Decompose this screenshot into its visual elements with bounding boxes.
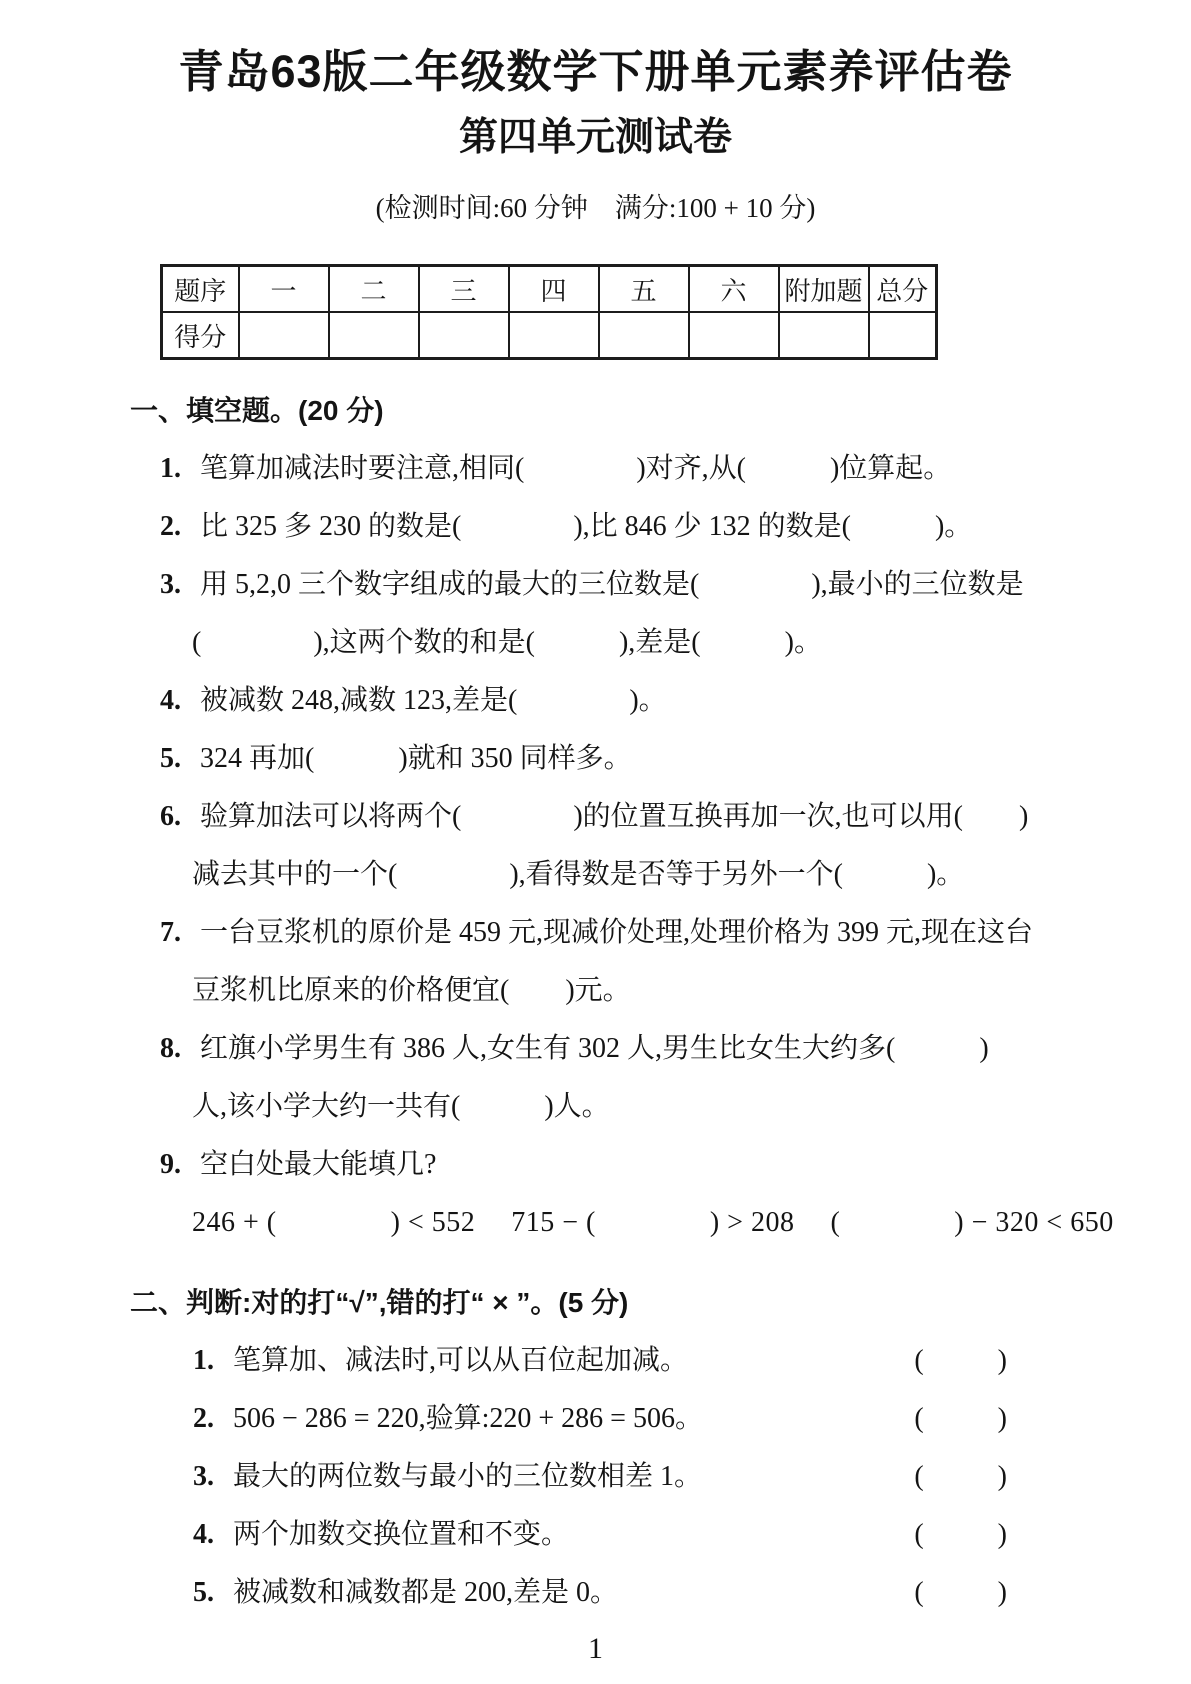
- item-text: 空白处最大能填几?: [200, 1149, 437, 1180]
- score-row-label: 得分: [162, 312, 239, 359]
- score-table-header-cell: 题序: [162, 266, 239, 313]
- item-line: [193, 1564, 618, 1622]
- score-table-header-row: [162, 266, 937, 313]
- item-text: 减去其中的一个( ),看得数是否等于另外一个( )。: [192, 859, 965, 890]
- score-table-header-cell: 二: [329, 266, 419, 313]
- item-text: 豆浆机比原来的价格便宜( )元。: [192, 975, 631, 1006]
- item-line-continuation: [160, 962, 1061, 1020]
- fill-blank-item-1: [160, 440, 1061, 498]
- section-two-heading: 二、判断:对的打“√”,错的打“ × ”。(5 分): [130, 1287, 629, 1318]
- item-number: 8.: [160, 1033, 181, 1064]
- score-table-score-row: [162, 312, 937, 359]
- score-table-header-cell: 六: [689, 266, 779, 313]
- section-one-heading: 一、填空题。(20 分): [130, 395, 384, 426]
- item-line: [160, 1136, 1061, 1194]
- item-line-continuation: [160, 1078, 1061, 1136]
- fill-blank-item-5: [160, 730, 1061, 788]
- section-one-items: [160, 440, 1114, 1252]
- fill-blank-item-4: [160, 672, 1061, 730]
- item-line: [193, 1332, 688, 1390]
- item-number: 4.: [193, 1519, 214, 1550]
- item-text: 一台豆浆机的原价是 459 元,现减价处理,处理价格为 399 元,现在这台: [200, 917, 1034, 948]
- item-text: 用 5,2,0 三个数字组成的最大的三位数是( ),最小的三位数是: [200, 569, 1024, 600]
- score-table-header-cell: 四: [509, 266, 599, 313]
- page-title: 青岛63版二年级数学下册单元素养评估卷: [178, 46, 1013, 97]
- item-text: 红旗小学男生有 386 人,女生有 302 人,男生比女生大约多( ): [200, 1033, 989, 1064]
- answer-blank: ( ): [914, 1519, 1013, 1550]
- score-empty-cell: [599, 312, 689, 359]
- item-line: [160, 788, 1061, 846]
- item-number: 9.: [160, 1149, 181, 1180]
- score-empty-cell: [329, 312, 419, 359]
- item-number: 3.: [160, 569, 181, 600]
- item-line: [160, 904, 1061, 962]
- item-text: 比 325 多 230 的数是( ),比 846 少 132 的数是( )。: [200, 511, 973, 542]
- score-table-header-cell: 三: [419, 266, 509, 313]
- exam-info-line: (检测时间:60 分钟 满分:100 + 10 分): [375, 193, 816, 223]
- score-table-header-cell: 五: [599, 266, 689, 313]
- item-text: 两个加数交换位置和不变。: [233, 1519, 570, 1550]
- item-number: 4.: [160, 685, 181, 716]
- section-two-items: [193, 1332, 1061, 1622]
- item-number: 5.: [193, 1577, 214, 1608]
- item-text: 506 − 286 = 220,验算:220 + 286 = 506。: [233, 1403, 703, 1434]
- fill-blank-item-8: [160, 1020, 1061, 1136]
- item-number: 7.: [160, 917, 181, 948]
- item-line: [160, 730, 1061, 788]
- item-number: 2.: [193, 1403, 214, 1434]
- page-subtitle: 第四单元测试卷: [458, 116, 732, 159]
- item-text: 被减数和减数都是 200,差是 0。: [233, 1577, 619, 1608]
- answer-blank: ( ): [914, 1403, 1013, 1434]
- item-text: 最大的两位数与最小的三位数相差 1。: [233, 1461, 703, 1492]
- score-table-header-cell: 总分: [869, 266, 937, 313]
- item-line: [160, 672, 1061, 730]
- fill-blank-item-7: [160, 904, 1061, 1020]
- item-number: 6.: [160, 801, 181, 832]
- score-table-header-cell: 附加题: [779, 266, 869, 313]
- item-line: [193, 1506, 569, 1564]
- item-number: 5.: [160, 743, 181, 774]
- item-equations-line: [160, 1194, 1114, 1252]
- score-empty-cell: [239, 312, 329, 359]
- item-text: 被减数 248,减数 123,差是( )。: [200, 685, 667, 716]
- item-number: 1.: [193, 1345, 214, 1376]
- score-empty-cell: [689, 312, 779, 359]
- score-table: [160, 264, 938, 360]
- score-empty-cell: [509, 312, 599, 359]
- fill-blank-item-6: [160, 788, 1061, 904]
- score-empty-cell: [419, 312, 509, 359]
- judgement-item-1: [193, 1332, 1061, 1390]
- score-table-header-cell: 一: [239, 266, 329, 313]
- judgement-item-4: [193, 1506, 1061, 1564]
- item-line: [160, 498, 1061, 556]
- item-line-continuation: [160, 846, 1061, 904]
- score-empty-cell: [779, 312, 869, 359]
- answer-blank: ( ): [914, 1577, 1013, 1608]
- item-line: [160, 556, 1061, 614]
- item-line: [160, 1020, 1061, 1078]
- item-text: 324 再加( )就和 350 同样多。: [200, 743, 632, 774]
- score-empty-cell: [869, 312, 937, 359]
- item-text: 笔算加减法时要注意,相同( )对齐,从( )位算起。: [200, 453, 952, 484]
- judgement-item-5: [193, 1564, 1061, 1622]
- item-line: [193, 1390, 703, 1448]
- item-text: 笔算加、减法时,可以从百位起加减。: [233, 1345, 689, 1376]
- fill-blank-item-2: [160, 498, 1061, 556]
- item-text: 验算加法可以将两个( )的位置互换再加一次,也可以用( ): [200, 801, 1029, 832]
- answer-blank: ( ): [914, 1461, 1013, 1492]
- item-text: ( ),这两个数的和是( ),差是( )。: [192, 627, 822, 658]
- item-text: 人,该小学大约一共有( )人。: [192, 1091, 610, 1122]
- answer-blank: ( ): [914, 1345, 1013, 1376]
- fill-blank-item-3: [160, 556, 1061, 672]
- judgement-item-2: [193, 1390, 1061, 1448]
- item-line: [193, 1448, 702, 1506]
- judgement-item-3: [193, 1448, 1061, 1506]
- item-number: 2.: [160, 511, 181, 542]
- page-number: 1: [588, 1632, 603, 1665]
- item-line: [160, 440, 1061, 498]
- fill-blank-item-9: [160, 1136, 1114, 1252]
- item-line-continuation: [160, 614, 1061, 672]
- item-text: 246 + ( ) < 552 715 − ( ) > 208 ( ) − 320 < 650: [192, 1207, 1114, 1238]
- item-number: 3.: [193, 1461, 214, 1492]
- item-number: 1.: [160, 453, 181, 484]
